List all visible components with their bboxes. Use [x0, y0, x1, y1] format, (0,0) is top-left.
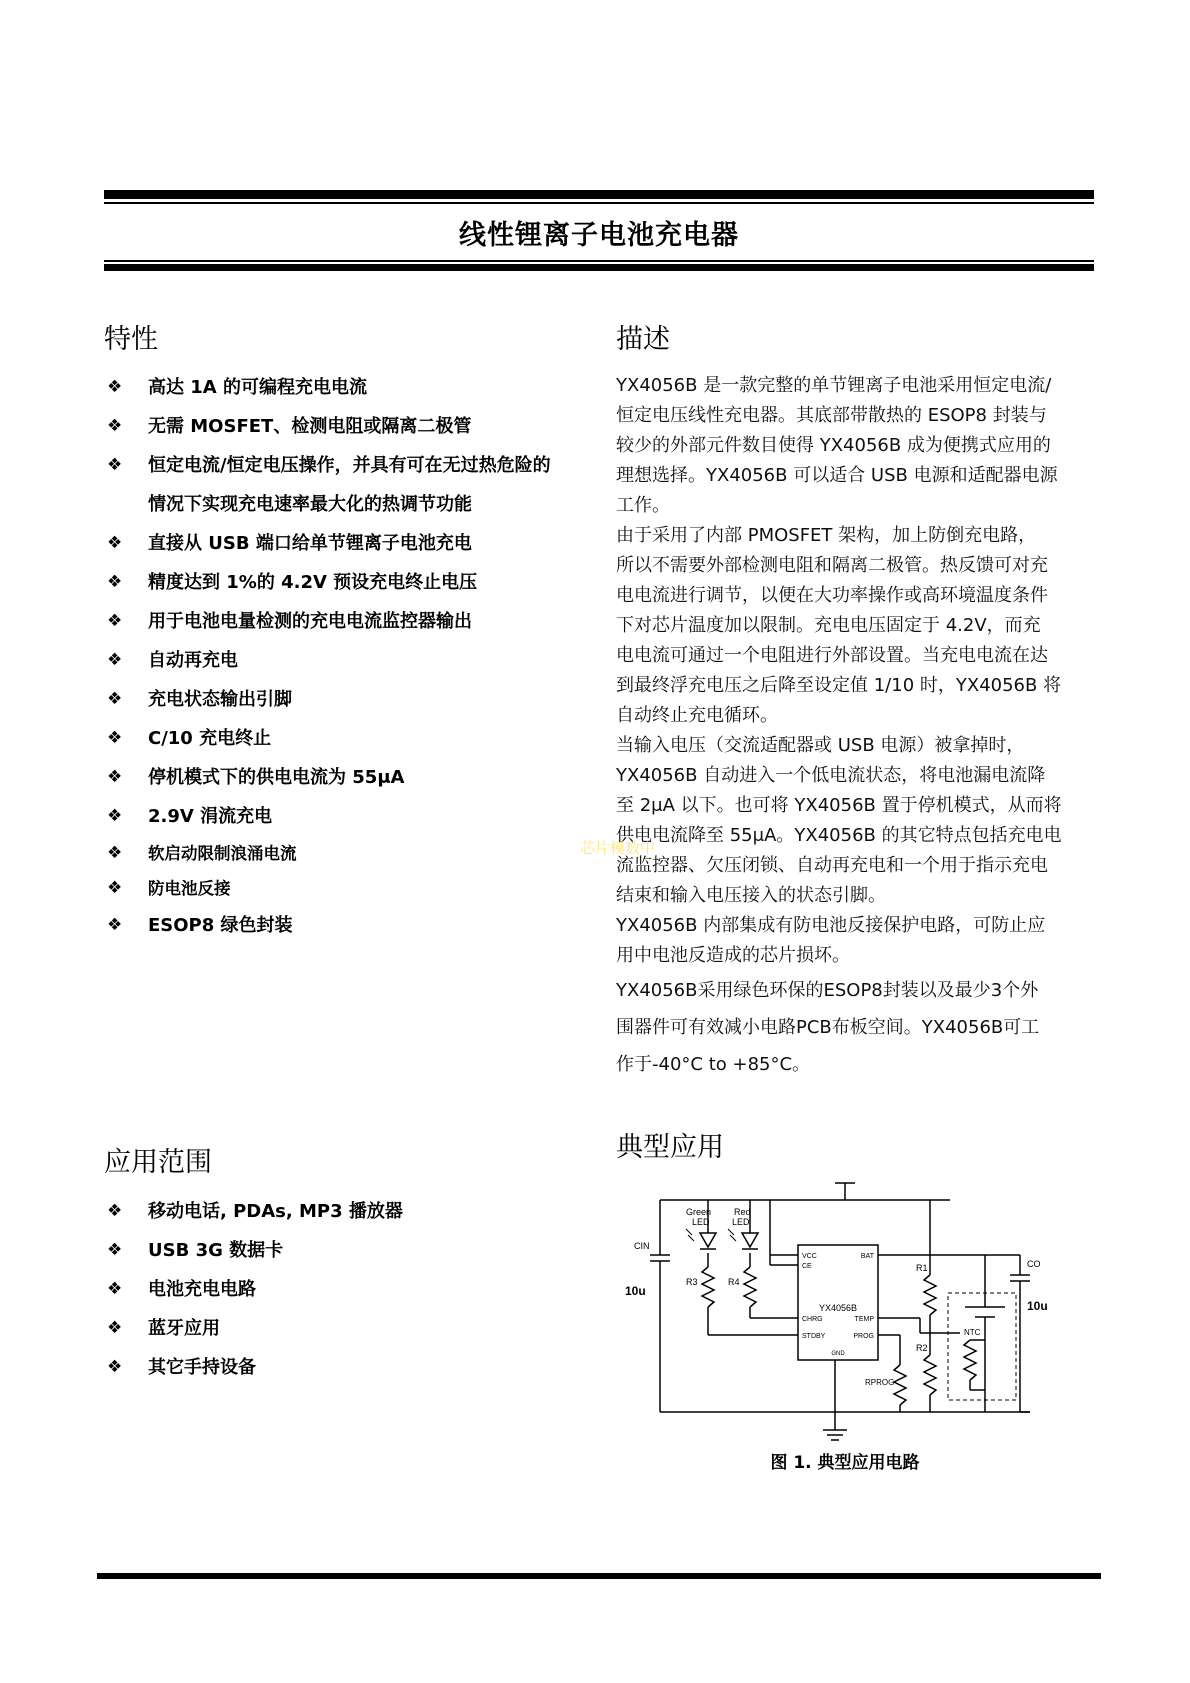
feature-item-continuation: 情况下实现充电速率最大化的热调节功能	[148, 494, 472, 515]
feature-item: ❖ 用于电池电量检测的充电电流监控器输出	[104, 602, 604, 641]
pin-temp: TEMP	[854, 1316, 874, 1323]
features-list	[104, 368, 604, 945]
bullet-icon: ❖	[107, 1357, 123, 1377]
description-line: 自动终止充电循环。	[616, 705, 778, 726]
bullet-icon: ❖	[107, 416, 123, 436]
label-r3: R3	[686, 1277, 698, 1287]
feature-item: ❖ 充电状态输出引脚	[104, 680, 604, 719]
description-heading: 描述	[616, 324, 670, 355]
description-line: YX4056B 是一款完整的单节锂离子电池采用恒定电流/	[616, 375, 1052, 396]
bullet-icon: ❖	[107, 533, 123, 553]
bullet-icon: ❖	[107, 572, 123, 592]
application-item: ❖ USB 3G 数据卡	[104, 1231, 604, 1270]
bullet-icon: ❖	[107, 767, 123, 787]
application-item: ❖ 其它手持设备	[104, 1348, 604, 1387]
feature-item: ❖ C/10 充电终止	[104, 719, 604, 758]
title-rule-top-thick	[104, 190, 1094, 199]
description-line: 到最终浮充电压之后降至设定值 1/10 时，YX4056B 将	[616, 675, 1062, 696]
application-item: ❖ 电池充电电路	[104, 1270, 604, 1309]
feature-item: ❖ 停机模式下的供电电流为 55μA	[104, 758, 604, 797]
description-line: 理想选择。YX4056B 可以适合 USB 电源和适配器电源	[616, 465, 1058, 486]
feature-item: ❖ 软启动限制浪涌电流	[104, 836, 604, 871]
footer-rule	[97, 1573, 1101, 1579]
application-item: ❖ 移动电话, PDAs, MP3 播放器	[104, 1192, 604, 1231]
label-cin: CIN	[634, 1241, 650, 1251]
description-line: 恒定电压线性充电器。其底部带散热的 ESOP8 封装与	[616, 405, 1047, 426]
description-line: 用中电池反造成的芯片损坏。	[616, 945, 850, 966]
description-line: YX4056B 内部集成有防电池反接保护电路，可防止应	[616, 915, 1046, 936]
typical-application-heading: 典型应用	[616, 1132, 724, 1163]
description-line: 当输入电压（交流适配器或 USB 电源）被拿掉时，	[616, 735, 1025, 756]
applications-list	[104, 1192, 604, 1387]
description-body	[616, 371, 1094, 1082]
title-rule-bottom-thin	[104, 260, 1094, 262]
bullet-icon: ❖	[107, 689, 123, 709]
label-r2: R2	[916, 1343, 928, 1353]
label-green: Green	[686, 1207, 712, 1217]
bullet-icon: ❖	[107, 1201, 123, 1221]
features-heading: 特性	[104, 324, 158, 355]
description-line: YX4056B采用绿色环保的ESOP8封装以及最少3个外	[616, 980, 1039, 1001]
description-line: 工作。	[616, 495, 670, 516]
description-line: YX4056B 自动进入一个低电流状态，将电池漏电流降	[616, 765, 1046, 786]
feature-item: ❖ 2.9V 涓流充电	[104, 797, 604, 836]
feature-item: ❖ 直接从 USB 端口给单节锂离子电池充电	[104, 524, 604, 563]
feature-item: ❖ 恒定电流/恒定电压操作，并具有可在无过热危险的	[104, 446, 604, 485]
description-line: 供电电流降至 55μA。YX4056B 的其它特点包括充电电	[616, 825, 1062, 846]
feature-item: ❖ ESOP8 绿色封装	[104, 906, 604, 945]
description-line: 所以不需要外部检测电阻和隔离二极管。热反馈可对充	[616, 555, 1048, 576]
title-rule-bottom-thick	[104, 264, 1094, 271]
label-co-value: 10u	[1027, 1299, 1048, 1313]
bullet-icon: ❖	[107, 1240, 123, 1260]
bullet-icon: ❖	[107, 915, 123, 935]
bullet-icon: ❖	[107, 650, 123, 670]
applications-heading: 应用范围	[104, 1147, 212, 1178]
description-line: 电电流可通过一个电阻进行外部设置。当充电电流在达	[616, 645, 1048, 666]
pin-vcc: VCC	[802, 1253, 817, 1260]
bullet-icon: ❖	[107, 806, 123, 826]
green-led-icon	[686, 1229, 716, 1249]
description-line: 流监控器、欠压闭锁、自动再充电和一个用于指示充电	[616, 855, 1048, 876]
feature-item: ❖ 自动再充电	[104, 641, 604, 680]
label-co: CO	[1027, 1259, 1041, 1269]
description-line: 至 2μA 以下。也可将 YX4056B 置于停机模式，从而将	[616, 795, 1062, 816]
page-title: 线性锂离子电池充电器	[459, 220, 739, 251]
feature-item: ❖ 精度达到 1%的 4.2V 预设充电终止电压	[104, 563, 604, 602]
feature-item: ❖ 无需 MOSFET、检测电阻或隔离二极管	[104, 407, 604, 446]
bullet-icon: ❖	[107, 611, 123, 631]
description-line: 下对芯片温度加以限制。充电电压固定于 4.2V，而充	[616, 615, 1041, 636]
battery-pack-outline	[948, 1293, 1016, 1400]
description-line: 围器件可有效减小电路PCB布板空间。YX4056B可工	[616, 1017, 1040, 1038]
label-cin-value: 10u	[625, 1284, 646, 1298]
label-r4: R4	[728, 1277, 740, 1287]
bullet-icon: ❖	[107, 843, 123, 863]
description-line: 作于-40°C to +85°C。	[616, 1054, 811, 1075]
bullet-icon: ❖	[107, 1318, 123, 1338]
label-ntc: NTC	[964, 1328, 981, 1337]
pin-stdby: STDBY	[802, 1333, 826, 1340]
bullet-icon: ❖	[107, 728, 123, 748]
pin-chrg: CHRG	[802, 1316, 823, 1323]
label-green-led: LED	[692, 1217, 710, 1227]
bullet-icon: ❖	[107, 878, 123, 898]
bullet-icon: ❖	[107, 1279, 123, 1299]
description-line: 由于采用了内部 PMOSFET 架构，加上防倒充电路，	[616, 525, 1037, 546]
application-item: ❖ 蓝牙应用	[104, 1309, 604, 1348]
pin-gnd: GND	[831, 1351, 845, 1357]
chip-label: YX4056B	[818, 1303, 858, 1313]
feature-item: ❖ 防电池反接	[104, 871, 604, 906]
description-line: 较少的外部元件数目使得 YX4056B 成为便携式应用的	[616, 435, 1051, 456]
description-line: 电电流进行调节，以便在大功率操作或高环境温度条件	[616, 585, 1048, 606]
figure-caption: 图 1. 典型应用电路	[770, 1453, 920, 1473]
label-r1: R1	[916, 1263, 928, 1273]
label-red-led: LED	[732, 1217, 750, 1227]
pin-ce: CE	[802, 1263, 812, 1270]
label-red: Red	[734, 1207, 751, 1217]
bullet-icon: ❖	[107, 455, 123, 475]
pin-prog: PROG	[853, 1333, 874, 1340]
feature-item: ❖ 高达 1A 的可编程充电电流	[104, 368, 604, 407]
label-rprog: RPROG	[865, 1378, 895, 1387]
description-line: 结束和输入电压接入的状态引脚。	[616, 885, 886, 906]
red-led-icon	[728, 1229, 758, 1249]
watermark: 芯片模数中	[580, 839, 656, 857]
title-rule-top-thin	[104, 202, 1094, 204]
typical-application-circuit	[625, 1175, 1060, 1450]
pin-bat: BAT	[860, 1253, 874, 1260]
bullet-icon: ❖	[107, 377, 123, 397]
